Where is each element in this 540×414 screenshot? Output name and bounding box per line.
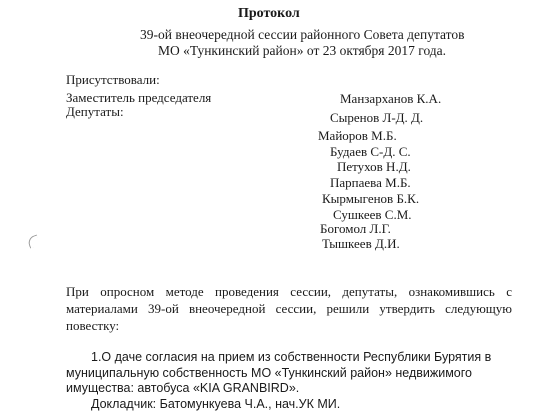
deputy-name: Сыренов Л-Д. Д. <box>330 110 424 125</box>
present-label: Присутствовали: <box>66 72 160 87</box>
session-line: 39-ой внеочередной сессии районного Совета депутатов <box>140 27 465 42</box>
agenda-item-line: муниципальную собственность МО «Тункинский район» недвижимого <box>66 366 472 380</box>
deputy-name: Богомол Л.Г. <box>320 221 391 236</box>
deputy-name: Майоров М.Б. <box>318 128 397 143</box>
paragraph-line: повестку: <box>66 318 120 333</box>
deputy-name: Сушкеев С.М. <box>333 207 412 222</box>
deputy-chair-label: Заместитель председателя <box>66 90 212 105</box>
deputy-name: Манзарханов К.А. <box>340 91 442 106</box>
deputy-name: Кырмыгенов Б.К. <box>322 191 420 206</box>
deputy-name: Тышкеев Д.И. <box>322 236 400 251</box>
deputy-name: Парпаева М.Б. <box>330 175 411 190</box>
protocol-title: Протокол <box>238 6 300 21</box>
margin-mark <box>26 234 40 248</box>
deputy-name: Петухов Н.Д. <box>337 159 411 174</box>
agenda-item-line: 1.О даче согласия на прием из собственности Республики Бурятия в <box>91 350 492 364</box>
deputies-label: Депутаты: <box>66 104 124 119</box>
speaker-line: Докладчик: Батомункуева Ч.А., нач.УК МИ. <box>91 397 341 411</box>
paragraph-line: При опросном методе проведения сессии, депутаты, ознакомившись с <box>66 284 512 299</box>
district-date-line: МО «Тункинский район» от 23 октября 2017 года. <box>158 43 447 58</box>
deputy-name: Будаев С-Д. С. <box>330 144 411 159</box>
paragraph-line: материалами 39-ой внеочередной сессии, решили утвердить следующую <box>66 301 512 316</box>
agenda-item-line: имущества: автобуса «KIA GRANBIRD». <box>66 381 300 395</box>
